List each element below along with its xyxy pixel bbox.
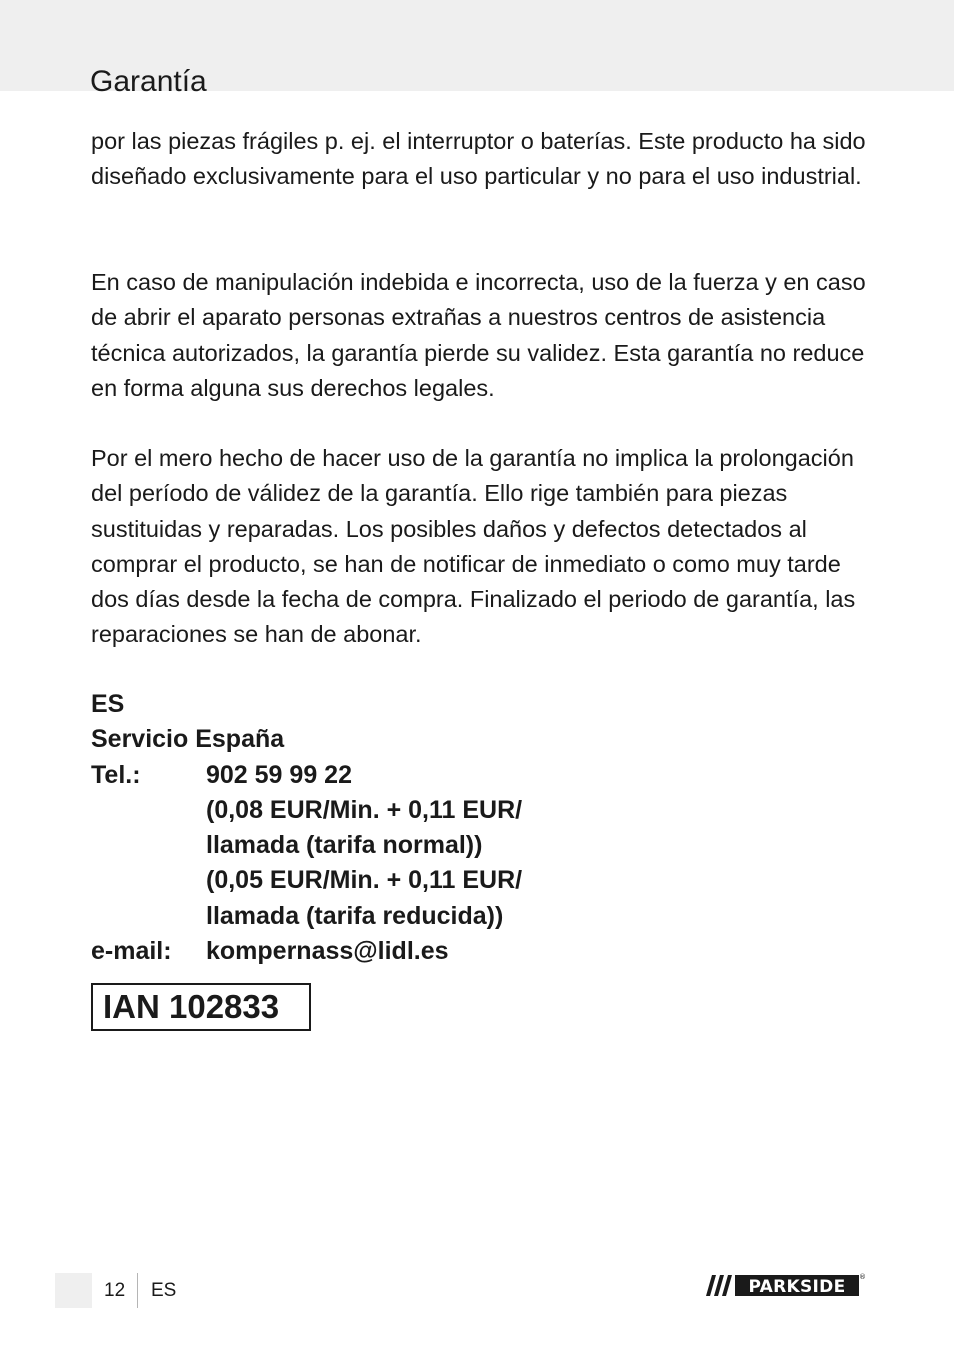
page-number: 12 xyxy=(104,1280,126,1301)
tel-number[interactable]: 902 59 99 22 xyxy=(206,760,352,789)
rate-normal-line-1: (0,08 EUR/Min. + 0,11 EUR/ xyxy=(206,795,523,824)
rate-normal-row-2 xyxy=(91,828,791,863)
rate-normal-row-1 xyxy=(91,793,791,828)
logo-wordmark: PARKSIDE xyxy=(748,1277,846,1297)
rate-reduced-row-2 xyxy=(91,899,791,934)
footer-language: ES xyxy=(151,1280,177,1301)
paragraph-warranty-extension: Por el mero hecho de hacer uso de la garantía no implica la prolongación del período de válidez de la garantía. Ello rige también para piezas sustituidas y reparadas. Los posibles daños y defectos detectados al comprar el producto, se han de notificar de inmediato o como muy tarde dos días desde la fecha de compra. Finalizado el periodo de garantía, las reparaciones se han de abonar. xyxy=(91,445,856,648)
paragraph-warranty-exclusions: por las piezas frágiles p. ej. el interruptor o baterías. Este producto ha sido diseñado exclusivamente para el uso particular y no para el uso industrial. xyxy=(91,128,866,190)
rate-reduced-line-2: llamada (tarifa reducida)) xyxy=(206,901,504,930)
service-tel-row xyxy=(91,758,791,793)
rate-normal-line-2: llamada (tarifa normal)) xyxy=(206,831,483,860)
service-email-row xyxy=(91,934,791,969)
email-address[interactable]: kompernass@lidl.es xyxy=(206,937,449,966)
service-contact-block xyxy=(91,687,791,969)
rate-reduced-line-1: (0,05 EUR/Min. + 0,11 EUR/ xyxy=(206,866,523,895)
footer-divider xyxy=(137,1273,138,1308)
service-name: Servicio España xyxy=(91,725,285,754)
page-title: Garantía xyxy=(90,65,207,99)
logo-registered-mark: ® xyxy=(859,1273,866,1281)
ian-number-box: IAN 102833 xyxy=(91,983,311,1031)
footer-marker xyxy=(55,1273,92,1308)
email-label: e-mail: xyxy=(91,937,172,966)
tel-label: Tel.: xyxy=(91,760,141,789)
parkside-logo xyxy=(706,1272,866,1299)
service-country-code: ES xyxy=(91,690,125,718)
paragraph-warranty-void: En caso de manipulación indebida e incorrecta, uso de la fuerza y en caso de abrir el aparato personas extrañas a nuestros centros de asistencia técnica autorizados, la garantía pierde su validez. Esta garantía no reduce en forma alguna sus derechos legales. xyxy=(91,269,866,401)
rate-reduced-row-1 xyxy=(91,863,791,898)
